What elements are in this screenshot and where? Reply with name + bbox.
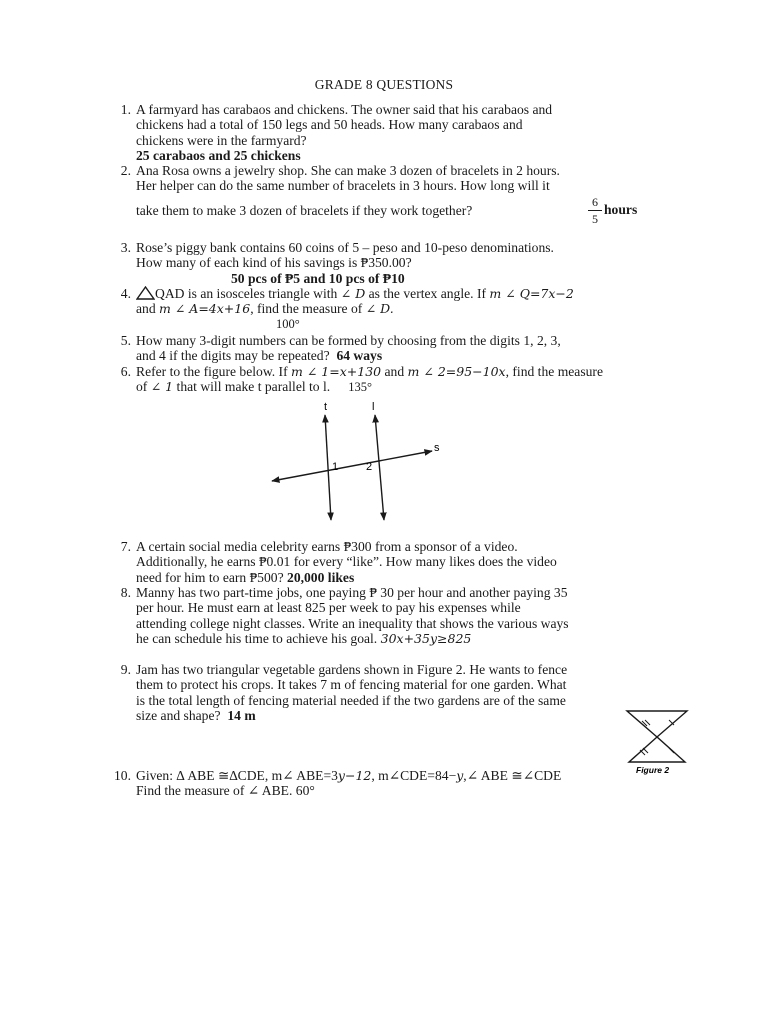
question-text: Ana Rosa owns a jewelry shop. She can make 3 dozen of bracelets in 2 hours.: [136, 163, 560, 178]
angle-label-1: 1: [332, 461, 339, 473]
equation: y−12: [337, 768, 372, 783]
question-text: Find the measure of ∠ ABE.: [136, 783, 293, 799]
fraction-bar: [588, 210, 602, 211]
question-text: and: [381, 364, 408, 379]
question-text: need for him to earn ₱500?: [136, 569, 284, 585]
question-text: attending college night classes. Write an inequality that shows the various ways: [136, 615, 569, 631]
question-text: Given: ∆ ABE ≅∆CDE, m∠ ABE=3: [136, 768, 338, 783]
triangle-icon: [136, 286, 155, 300]
label-l: l: [372, 401, 375, 413]
angle-expression: ∠ D.: [365, 301, 394, 317]
question-number: 5.: [120, 333, 131, 348]
question-text: A farmyard has carabaos and chickens. The owner said that his carabaos and: [136, 102, 553, 117]
bowtie-triangles-figure: [625, 708, 690, 776]
question-text: Her helper can do the same number of bracelets in 3 hours. How long will it: [136, 178, 550, 194]
answer: 64 ways: [336, 348, 383, 364]
question-number: 6.: [120, 364, 131, 379]
transversal-t: [325, 415, 331, 520]
question-text: , find the measure: [505, 364, 603, 379]
question-text: A certain social media celebrity earns ₱300 from a sponsor of a video.: [136, 539, 518, 554]
fraction-denominator: 5: [592, 212, 598, 226]
question-text: as the vertex angle. If: [365, 286, 490, 301]
answer-fraction: [588, 195, 602, 226]
question-text: size and shape?: [136, 707, 221, 723]
equation: m ∠ A=4x+16: [159, 301, 251, 317]
question-text: How many of each kind of his savings is ₱350.00?: [136, 255, 412, 271]
question-text: take them to make 3 dozen of bracelets if they work together?: [136, 202, 473, 218]
question-text: of: [136, 379, 151, 395]
answer: 135°: [348, 380, 372, 395]
question-number: 9.: [120, 662, 131, 677]
equation: m ∠ Q=7x−2: [489, 286, 574, 301]
answer: 60°: [295, 783, 315, 799]
question-text: ,∠ ABE ≅∠CDE: [463, 768, 562, 783]
question-text: he can schedule his time to achieve his goal.: [136, 630, 378, 646]
question-text: , find the measure of: [250, 301, 366, 317]
question-text: and 4 if the digits may be repeated?: [136, 348, 330, 364]
question-text: QAD is an isosceles triangle with: [155, 286, 341, 301]
answer-unit: hours: [604, 202, 638, 217]
parallel-lines-figure: [260, 395, 460, 530]
question-text: them to protect his crops. It takes 7 m of fencing material for one garden. What: [136, 677, 567, 693]
line-l: [375, 415, 384, 520]
line-s: [272, 451, 432, 481]
question-text: Jam has two triangular vegetable gardens shown in Figure 2. He wants to fence: [136, 662, 568, 677]
label-s: s: [434, 442, 440, 454]
angle-label-2: 2: [366, 461, 373, 473]
answer: 20,000 likes: [287, 569, 355, 585]
question-text: Manny has two part-time jobs, one paying ₱ 30 per hour and another paying 35: [136, 585, 568, 600]
question-text: and: [136, 301, 160, 317]
question-number: 7.: [120, 539, 131, 554]
question-number: 10.: [114, 768, 131, 783]
equation: y: [456, 768, 464, 783]
answer: 30x+35y≥825: [380, 630, 472, 646]
answer: 100°: [276, 316, 300, 331]
question-number: 1.: [120, 102, 131, 117]
answer: 25 carabaos and 25 chickens: [136, 147, 301, 163]
question-text: How many 3-digit numbers can be formed by choosing from the digits 1, 2, 3,: [136, 333, 561, 348]
question-text: per hour. He must earn at least 825 per week to pay his expenses while: [136, 600, 521, 616]
question-text: , m∠CDE=84−: [371, 768, 457, 783]
question-text: is the total length of fencing material needed if the two gardens are of the same: [136, 692, 566, 708]
question-text: Refer to the figure below. If: [136, 364, 292, 379]
answer: 50 pcs of ₱5 and 10 pcs of ₱10: [231, 270, 405, 286]
equation: m ∠ 2=95−10x: [407, 364, 506, 379]
label-t: t: [324, 401, 328, 413]
question-text: that will make t parallel to l.: [173, 379, 331, 395]
question-number: 4.: [120, 286, 131, 301]
question-text: chickens were in the farmyard?: [136, 132, 307, 148]
question-number: 3.: [120, 240, 131, 255]
question-text: Additionally, he earns ₱0.01 for every “like”. How many likes does the video: [136, 554, 557, 570]
page-title: GRADE 8 QUESTIONS: [314, 77, 454, 92]
question-text: chickens had a total of 150 legs and 50 heads. How many carabaos and: [136, 117, 523, 133]
question-number: 2.: [120, 163, 131, 178]
question-text: Rose’s piggy bank contains 60 coins of 5 – peso and 10-peso denominations.: [136, 240, 554, 255]
equation: m ∠ 1=x+130: [291, 364, 382, 379]
angle-expression: ∠ D: [340, 286, 366, 301]
angle-expression: ∠ 1: [150, 379, 174, 395]
question-number: 8.: [120, 585, 131, 600]
answer: 14 m: [227, 707, 256, 723]
fraction-numerator: 6: [592, 195, 598, 209]
figure-caption: Figure 2: [636, 765, 670, 775]
